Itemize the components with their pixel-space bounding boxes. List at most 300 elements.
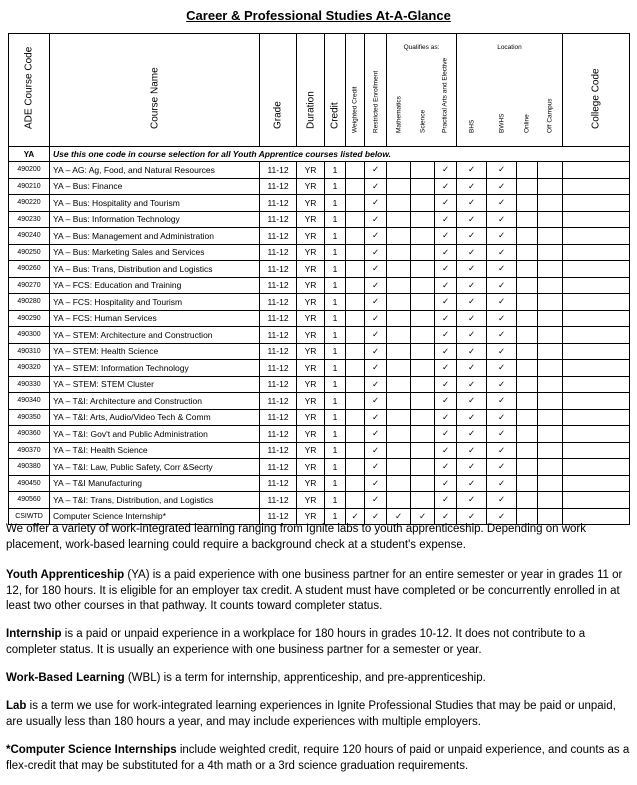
bhs-check: ✓ <box>457 211 487 228</box>
online-cell <box>517 442 538 459</box>
college-code-cell <box>563 195 630 212</box>
college-code-cell <box>563 228 630 245</box>
restricted-enrollment-check: ✓ <box>365 244 387 261</box>
weighted-credit-check <box>346 211 365 228</box>
bhs-check: ✓ <box>457 261 487 278</box>
college-code-cell <box>563 475 630 492</box>
bwhs-check: ✓ <box>487 409 517 426</box>
restricted-enrollment-check: ✓ <box>365 343 387 360</box>
practical-arts-check: ✓ <box>435 195 457 212</box>
course-code: 490320 <box>9 360 50 377</box>
bwhs-check: ✓ <box>487 508 517 525</box>
weighted-credit-check <box>346 162 365 179</box>
table-row <box>9 195 630 212</box>
bhs-check: ✓ <box>457 277 487 294</box>
bwhs-check: ✓ <box>487 426 517 443</box>
cs-term: *Computer Science Internships <box>6 744 177 756</box>
course-name: YA – STEM: STEM Cluster <box>50 376 260 393</box>
college-code-cell <box>563 277 630 294</box>
science-check <box>411 244 435 261</box>
restricted-enrollment-check: ✓ <box>365 426 387 443</box>
course-grade: 11-12 <box>260 244 297 261</box>
table-row <box>9 426 630 443</box>
ya-term: Youth Apprenticeship <box>6 569 125 581</box>
course-credit: 1 <box>325 475 346 492</box>
college-code-cell <box>563 261 630 278</box>
course-grade: 11-12 <box>260 162 297 179</box>
college-code-cell <box>563 393 630 410</box>
table-row <box>9 327 630 344</box>
course-grade: 11-12 <box>260 492 297 509</box>
off-campus-cell <box>538 162 563 179</box>
college-code-cell <box>563 376 630 393</box>
course-name: YA – AG: Ag, Food, and Natural Resources <box>50 162 260 179</box>
science-check <box>411 277 435 294</box>
weighted-credit-check <box>346 459 365 476</box>
course-name: Computer Science Internship* <box>50 508 260 525</box>
course-code: 490220 <box>9 195 50 212</box>
course-duration: YR <box>297 426 325 443</box>
weighted-credit-check <box>346 360 365 377</box>
qualifies-as-label: Qualifies as: <box>403 44 440 51</box>
course-credit: 1 <box>325 492 346 509</box>
course-name: YA – STEM: Architecture and Construction <box>50 327 260 344</box>
online-cell <box>517 459 538 476</box>
course-credit: 1 <box>325 327 346 344</box>
header-ade-code: ADE Course Code <box>9 34 50 147</box>
course-grade: 11-12 <box>260 261 297 278</box>
college-code-cell <box>563 327 630 344</box>
lab-text: is a term we use for work-integrated learning experiences in Ignite Professional Studies that may be paid or unpaid, are usually less than 180 hours a year, and may include experiences with multiple employers. <box>6 700 616 728</box>
online-cell <box>517 178 538 195</box>
course-credit: 1 <box>325 195 346 212</box>
mathematics-check <box>387 211 411 228</box>
course-name: YA – T&I: Law, Public Safety, Corr &Secrty <box>50 459 260 476</box>
course-credit: 1 <box>325 244 346 261</box>
course-duration: YR <box>297 508 325 525</box>
header-credit: Credit <box>325 34 346 147</box>
course-grade: 11-12 <box>260 178 297 195</box>
weighted-credit-check <box>346 277 365 294</box>
course-code: 490340 <box>9 393 50 410</box>
bhs-check: ✓ <box>457 376 487 393</box>
lab-term: Lab <box>6 700 27 712</box>
practical-arts-check: ✓ <box>435 442 457 459</box>
mathematics-check <box>387 277 411 294</box>
course-name: YA – T&I Manufacturing <box>50 475 260 492</box>
practical-arts-check: ✓ <box>435 277 457 294</box>
table-row <box>9 261 630 278</box>
table-row <box>9 244 630 261</box>
college-code-cell <box>563 492 630 509</box>
mathematics-check <box>387 492 411 509</box>
weighted-credit-check <box>346 228 365 245</box>
table-row <box>9 310 630 327</box>
off-campus-cell <box>538 277 563 294</box>
bwhs-check: ✓ <box>487 195 517 212</box>
science-check <box>411 409 435 426</box>
mathematics-check <box>387 310 411 327</box>
online-cell <box>517 376 538 393</box>
course-grade: 11-12 <box>260 508 297 525</box>
course-name: YA – Bus: Information Technology <box>50 211 260 228</box>
course-duration: YR <box>297 244 325 261</box>
course-grade: 11-12 <box>260 393 297 410</box>
course-code: 490240 <box>9 228 50 245</box>
mathematics-check <box>387 343 411 360</box>
bwhs-check: ✓ <box>487 310 517 327</box>
online-cell <box>517 228 538 245</box>
header-restricted-enrollment: Restricted Enrollment <box>365 34 387 147</box>
course-code: 490350 <box>9 409 50 426</box>
course-credit: 1 <box>325 343 346 360</box>
online-cell <box>517 310 538 327</box>
practical-arts-check: ✓ <box>435 475 457 492</box>
restricted-enrollment-check: ✓ <box>365 294 387 311</box>
header-weighted-credit: Weighted Credit <box>346 34 365 147</box>
weighted-credit-check: ✓ <box>346 508 365 525</box>
bhs-check: ✓ <box>457 178 487 195</box>
table-row <box>9 492 630 509</box>
online-cell <box>517 492 538 509</box>
off-campus-cell <box>538 228 563 245</box>
course-name: YA – Bus: Marketing Sales and Services <box>50 244 260 261</box>
mathematics-check <box>387 376 411 393</box>
course-grade: 11-12 <box>260 442 297 459</box>
online-cell <box>517 294 538 311</box>
bwhs-check: ✓ <box>487 393 517 410</box>
practical-arts-check: ✓ <box>435 261 457 278</box>
science-check <box>411 261 435 278</box>
bwhs-check: ✓ <box>487 343 517 360</box>
header-science: Science <box>419 109 427 133</box>
restricted-enrollment-check: ✓ <box>365 327 387 344</box>
bhs-check: ✓ <box>457 492 487 509</box>
college-code-cell <box>563 459 630 476</box>
course-grade: 11-12 <box>260 277 297 294</box>
off-campus-cell <box>538 310 563 327</box>
online-cell <box>517 475 538 492</box>
table-row <box>9 459 630 476</box>
table-row <box>9 162 630 179</box>
off-campus-cell <box>538 459 563 476</box>
restricted-enrollment-check: ✓ <box>365 376 387 393</box>
course-credit: 1 <box>325 360 346 377</box>
college-code-cell <box>563 244 630 261</box>
location-label: Location <box>497 44 522 51</box>
mathematics-check <box>387 475 411 492</box>
mathematics-check <box>387 426 411 443</box>
course-code: 490450 <box>9 475 50 492</box>
wbl-term: Work-Based Learning <box>6 672 125 684</box>
course-duration: YR <box>297 343 325 360</box>
science-check <box>411 211 435 228</box>
bhs-check: ✓ <box>457 327 487 344</box>
bhs-check: ✓ <box>457 195 487 212</box>
weighted-credit-check <box>346 409 365 426</box>
mathematics-check <box>387 294 411 311</box>
table-row <box>9 442 630 459</box>
practical-arts-check: ✓ <box>435 327 457 344</box>
course-duration: YR <box>297 178 325 195</box>
course-grade: 11-12 <box>260 228 297 245</box>
bhs-check: ✓ <box>457 343 487 360</box>
restricted-enrollment-check: ✓ <box>365 508 387 525</box>
course-duration: YR <box>297 162 325 179</box>
course-code: 490290 <box>9 310 50 327</box>
science-check <box>411 360 435 377</box>
online-cell <box>517 360 538 377</box>
science-check <box>411 442 435 459</box>
lab-paragraph <box>6 699 632 730</box>
practical-arts-check: ✓ <box>435 508 457 525</box>
bwhs-check: ✓ <box>487 360 517 377</box>
practical-arts-check: ✓ <box>435 178 457 195</box>
cs-text: include weighted credit, require 120 hours of paid or unpaid experience, and counts as a flex-credit that may be substituted for a 4th math or a 3rd science graduation requirements. <box>6 744 630 772</box>
bhs-check: ✓ <box>457 459 487 476</box>
course-name: YA – Bus: Management and Administration <box>50 228 260 245</box>
course-grade: 11-12 <box>260 426 297 443</box>
bhs-check: ✓ <box>457 162 487 179</box>
practical-arts-check: ✓ <box>435 459 457 476</box>
header-bwhs: BWHS <box>498 113 506 133</box>
off-campus-cell <box>538 294 563 311</box>
course-grade: 11-12 <box>260 360 297 377</box>
course-duration: YR <box>297 492 325 509</box>
course-name: YA – T&I: Arts, Audio/Video Tech & Comm <box>50 409 260 426</box>
course-code: 490560 <box>9 492 50 509</box>
course-name: YA – T&I: Architecture and Construction <box>50 393 260 410</box>
practical-arts-check: ✓ <box>435 376 457 393</box>
course-duration: YR <box>297 393 325 410</box>
restricted-enrollment-check: ✓ <box>365 409 387 426</box>
course-grade: 11-12 <box>260 327 297 344</box>
science-check <box>411 393 435 410</box>
bwhs-check: ✓ <box>487 244 517 261</box>
course-name: YA – FCS: Human Services <box>50 310 260 327</box>
off-campus-cell <box>538 360 563 377</box>
bhs-check: ✓ <box>457 508 487 525</box>
table-row <box>9 228 630 245</box>
table-row <box>9 475 630 492</box>
bhs-check: ✓ <box>457 442 487 459</box>
course-duration: YR <box>297 310 325 327</box>
bhs-check: ✓ <box>457 360 487 377</box>
course-name: YA – FCS: Education and Training <box>50 277 260 294</box>
course-credit: 1 <box>325 261 346 278</box>
wbl-paragraph <box>6 671 632 687</box>
bwhs-check: ✓ <box>487 459 517 476</box>
off-campus-cell <box>538 492 563 509</box>
science-check <box>411 376 435 393</box>
ya-paragraph <box>6 568 632 615</box>
mathematics-check <box>387 228 411 245</box>
bwhs-check: ✓ <box>487 327 517 344</box>
course-credit: 1 <box>325 178 346 195</box>
weighted-credit-check <box>346 195 365 212</box>
mathematics-check <box>387 244 411 261</box>
header-grade: Grade <box>260 34 297 147</box>
college-code-cell <box>563 360 630 377</box>
science-check <box>411 178 435 195</box>
mathematics-check <box>387 261 411 278</box>
bhs-check: ✓ <box>457 310 487 327</box>
science-check: ✓ <box>411 508 435 525</box>
course-duration: YR <box>297 409 325 426</box>
course-credit: 1 <box>325 393 346 410</box>
off-campus-cell <box>538 475 563 492</box>
practical-arts-check: ✓ <box>435 492 457 509</box>
header-row <box>9 34 630 147</box>
course-grade: 11-12 <box>260 294 297 311</box>
bwhs-check: ✓ <box>487 228 517 245</box>
weighted-credit-check <box>346 343 365 360</box>
off-campus-cell <box>538 211 563 228</box>
header-mathematics: Mathematics <box>395 96 403 133</box>
header-bhs: BHS <box>468 119 476 133</box>
course-code: 490200 <box>9 162 50 179</box>
off-campus-cell <box>538 376 563 393</box>
header-location-group <box>457 34 563 147</box>
weighted-credit-check <box>346 244 365 261</box>
course-name: YA – FCS: Hospitality and Tourism <box>50 294 260 311</box>
header-course-name: Course Name <box>50 34 260 147</box>
course-duration: YR <box>297 475 325 492</box>
cs-paragraph <box>6 743 632 774</box>
restricted-enrollment-check: ✓ <box>365 178 387 195</box>
course-name: YA – T&I: Health Science <box>50 442 260 459</box>
weighted-credit-check <box>346 261 365 278</box>
off-campus-cell <box>538 244 563 261</box>
off-campus-cell <box>538 426 563 443</box>
course-code: 490250 <box>9 244 50 261</box>
course-code: CSIWTD <box>9 508 50 525</box>
bwhs-check: ✓ <box>487 178 517 195</box>
practical-arts-check: ✓ <box>435 162 457 179</box>
course-name: YA – STEM: Information Technology <box>50 360 260 377</box>
bhs-check: ✓ <box>457 228 487 245</box>
course-duration: YR <box>297 211 325 228</box>
college-code-cell <box>563 442 630 459</box>
science-check <box>411 426 435 443</box>
mathematics-check <box>387 327 411 344</box>
weighted-credit-check <box>346 327 365 344</box>
course-duration: YR <box>297 327 325 344</box>
bwhs-check: ✓ <box>487 211 517 228</box>
practical-arts-check: ✓ <box>435 409 457 426</box>
mathematics-check <box>387 162 411 179</box>
wbl-text: (WBL) is a term for internship, apprenticeship, and pre-apprenticeship. <box>124 672 486 684</box>
bhs-check: ✓ <box>457 426 487 443</box>
science-check <box>411 327 435 344</box>
restricted-enrollment-check: ✓ <box>365 261 387 278</box>
internship-text: is a paid or unpaid experience in a workplace for 180 hours in grades 10-12. It does not contribute to a completer status. It is usually an experience with one business partner for a semester or year. <box>6 628 586 656</box>
off-campus-cell <box>538 393 563 410</box>
practical-arts-check: ✓ <box>435 393 457 410</box>
table-row <box>9 294 630 311</box>
restricted-enrollment-check: ✓ <box>365 195 387 212</box>
weighted-credit-check <box>346 376 365 393</box>
course-code: 490380 <box>9 459 50 476</box>
use-code: YA <box>9 147 50 162</box>
restricted-enrollment-check: ✓ <box>365 228 387 245</box>
course-grade: 11-12 <box>260 475 297 492</box>
science-check <box>411 195 435 212</box>
off-campus-cell <box>538 195 563 212</box>
off-campus-cell <box>538 261 563 278</box>
practical-arts-check: ✓ <box>435 211 457 228</box>
college-code-cell <box>563 426 630 443</box>
off-campus-cell <box>538 343 563 360</box>
course-code: 490300 <box>9 327 50 344</box>
weighted-credit-check <box>346 178 365 195</box>
course-credit: 1 <box>325 426 346 443</box>
mathematics-check <box>387 459 411 476</box>
course-credit: 1 <box>325 310 346 327</box>
course-credit: 1 <box>325 442 346 459</box>
course-grade: 11-12 <box>260 459 297 476</box>
header-practical-arts: Practical Arts and Elective <box>441 57 449 133</box>
weighted-credit-check <box>346 475 365 492</box>
online-cell <box>517 277 538 294</box>
course-code: 490310 <box>9 343 50 360</box>
course-name: YA – Bus: Finance <box>50 178 260 195</box>
bhs-check: ✓ <box>457 294 487 311</box>
science-check <box>411 310 435 327</box>
course-credit: 1 <box>325 228 346 245</box>
course-duration: YR <box>297 294 325 311</box>
course-name: YA – T&I: Gov't and Public Administration <box>50 426 260 443</box>
course-grade: 11-12 <box>260 376 297 393</box>
practical-arts-check: ✓ <box>435 228 457 245</box>
weighted-credit-check <box>346 442 365 459</box>
mathematics-check <box>387 393 411 410</box>
weighted-credit-check <box>346 294 365 311</box>
college-code-cell <box>563 162 630 179</box>
course-duration: YR <box>297 277 325 294</box>
table-row <box>9 376 630 393</box>
course-duration: YR <box>297 228 325 245</box>
online-cell <box>517 393 538 410</box>
bwhs-check: ✓ <box>487 294 517 311</box>
internship-term: Internship <box>6 628 62 640</box>
course-duration: YR <box>297 442 325 459</box>
bwhs-check: ✓ <box>487 277 517 294</box>
course-credit: 1 <box>325 508 346 525</box>
course-duration: YR <box>297 195 325 212</box>
practical-arts-check: ✓ <box>435 360 457 377</box>
online-cell <box>517 343 538 360</box>
practical-arts-check: ✓ <box>435 343 457 360</box>
weighted-credit-check <box>346 426 365 443</box>
weighted-credit-check <box>346 492 365 509</box>
restricted-enrollment-check: ✓ <box>365 310 387 327</box>
course-credit: 1 <box>325 459 346 476</box>
college-code-cell <box>563 343 630 360</box>
mathematics-check <box>387 442 411 459</box>
header-duration: Duration <box>297 34 325 147</box>
restricted-enrollment-check: ✓ <box>365 277 387 294</box>
course-name: YA – STEM: Health Science <box>50 343 260 360</box>
restricted-enrollment-check: ✓ <box>365 459 387 476</box>
course-credit: 1 <box>325 409 346 426</box>
course-name: YA – Bus: Hospitality and Tourism <box>50 195 260 212</box>
off-campus-cell <box>538 409 563 426</box>
bwhs-check: ✓ <box>487 261 517 278</box>
course-code: 490280 <box>9 294 50 311</box>
restricted-enrollment-check: ✓ <box>365 442 387 459</box>
course-code: 490360 <box>9 426 50 443</box>
